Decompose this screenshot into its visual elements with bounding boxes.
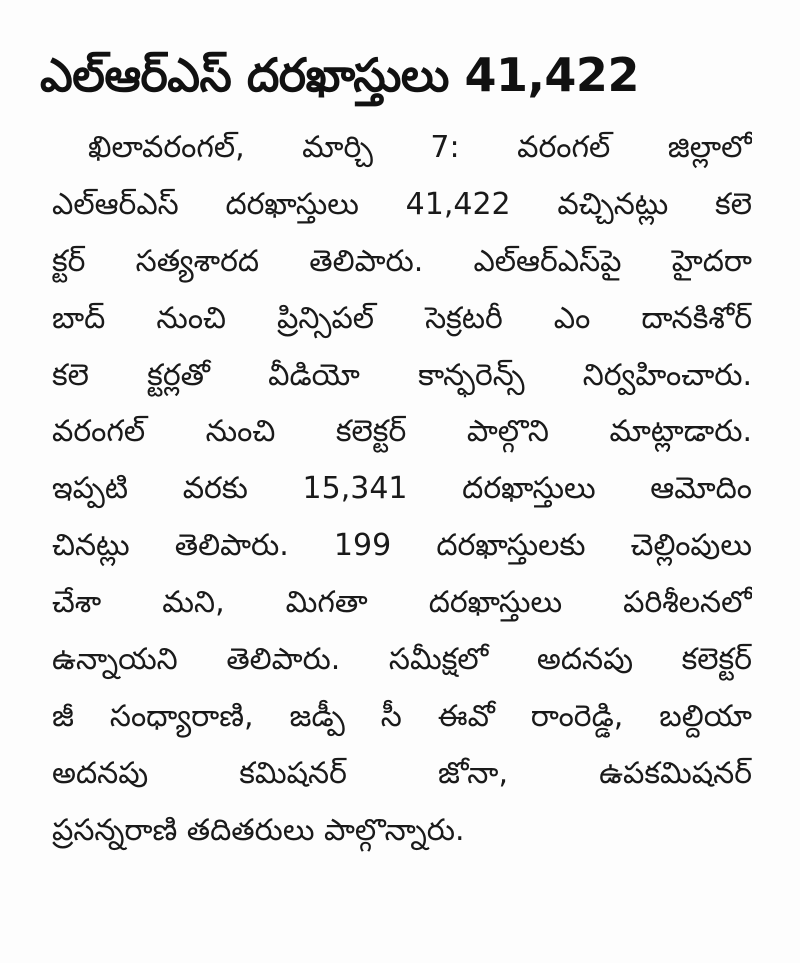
body-line: ఉన్నాయని తెలిపారు. సమీక్షలో అదనపు కలెక్టర్‌: [52, 642, 752, 678]
body-line: ఎల్‌ఆర్‌ఎస్‌ దరఖాస్తులు 41,422 వచ్చినట్లు కలె: [52, 186, 752, 222]
body-line: వరంగల్‌ నుంచి కలెక్టర్‌ పాల్గొని మాట్లాడారు.: [52, 414, 752, 450]
body-line: కలె క్టర్లతో వీడియో కాన్ఫరెన్స్‌ నిర్వహించారు.: [52, 357, 752, 393]
body-line: ఖిలావరంగల్‌, మార్చి 7: వరంగల్‌ జిల్లాలో: [88, 130, 752, 165]
body-line: అదనపు కమిషనర్‌ జోనా, ఉపకమిషనర్‌: [52, 755, 752, 791]
body-line: బాద్‌ నుంచి ప్రిన్సిపల్‌ సెక్రటరీ ఎం దానకిశోర్‌: [52, 300, 752, 336]
body-line: చినట్లు తెలిపారు. 199 దరఖాస్తులకు చెల్లింపులు: [52, 528, 752, 564]
body-line: ఇప్పటి వరకు 15,341 దరఖాస్తులు ఆమోదిం: [52, 471, 752, 507]
article-body: [52, 120, 752, 860]
body-line: ప్రసన్నరాణి తదితరులు పాల్గొన్నారు.: [52, 812, 465, 848]
headline: ఎల్‌ఆర్‌ఎస్‌ దరఖాస్తులు 41,422: [40, 48, 639, 102]
body-line: జీ సంధ్యారాణి, జడ్పీ సీ ఈవో రాంరెడ్డి, బల్దియా: [52, 698, 752, 734]
body-line: క్టర్‌ సత్యశారద తెలిపారు. ఎల్‌ఆర్‌ఎస్‌పై హైదరా: [52, 243, 752, 279]
body-line: చేశా మని, మిగతా దరఖాస్తులు పరిశీలనలో: [52, 585, 752, 621]
